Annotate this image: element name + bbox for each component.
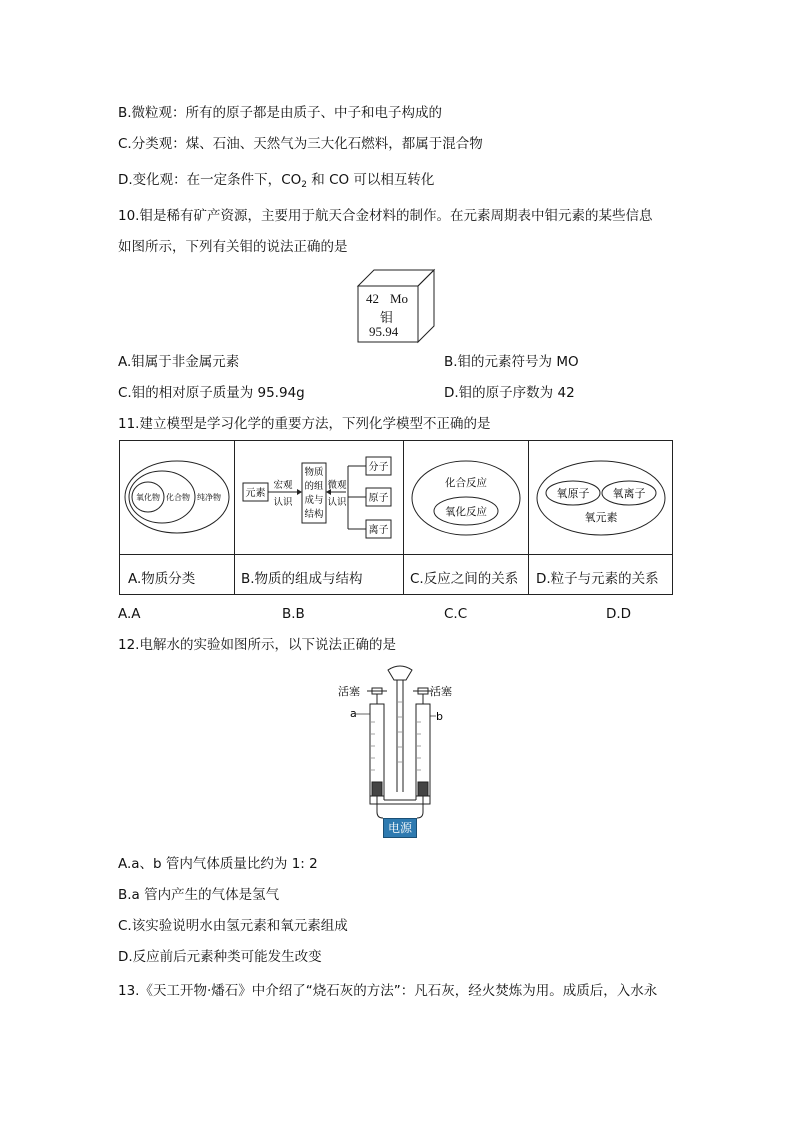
label-macro: 宏观 [273, 480, 293, 491]
q12-option-c: C.该实验说明水由氢元素和氧元素组成 [118, 918, 348, 934]
label-tube-a: a [350, 707, 357, 720]
q10-option-d: D.钼的原子序数为 42 [444, 385, 575, 401]
box-atom: 原子 [368, 493, 389, 504]
model-table [119, 440, 673, 595]
center-line3: 成与 [304, 495, 324, 506]
q10-stem-line2: 如图所示，下列有关钼的说法正确的是 [118, 239, 348, 255]
box-element: 元素 [245, 488, 266, 499]
q10-option-b: B.钼的元素符号为 MO [444, 354, 579, 370]
label-oxygen-element: 氧元素 [584, 511, 618, 524]
caption-c: C.反应之间的关系 [410, 571, 519, 587]
caption-b: B.物质的组成与结构 [241, 571, 363, 587]
classification-diagram [120, 441, 234, 554]
atomic-mass: 95.94 [369, 324, 399, 339]
element-card-molybdenum [354, 266, 436, 344]
center-line4: 结构 [304, 509, 324, 520]
particle-element-diagram [529, 441, 673, 554]
reaction-relationship-diagram [404, 441, 528, 554]
element-symbol: Mo [390, 291, 409, 306]
center-line1: 物质 [304, 467, 324, 478]
label-micro: 微观 [327, 480, 347, 491]
q10-option-c: C.钼的相对原子质量为 95.94g [118, 385, 305, 401]
q12-option-d: D.反应前后元素种类可能发生改变 [118, 949, 322, 965]
q11-choice-d: D.D [606, 606, 632, 622]
label-valve-left: 活塞 [338, 685, 360, 698]
q10-option-a: A.钼属于非金属元素 [118, 354, 240, 370]
label-valve-right: 活塞 [430, 685, 452, 698]
electrolysis-apparatus [330, 662, 470, 842]
center-line2: 的组 [304, 481, 324, 492]
label-oxide: 氧化物 [136, 493, 160, 502]
label-tube-b: b [436, 710, 443, 723]
q9-option-b: B.微粒观：所有的原子都是由质子、中子和电子构成的 [118, 105, 443, 121]
q12-option-a: A.a、b 管内气体质量比约为 1: 2 [118, 856, 318, 872]
q12-option-b: B.a 管内产生的气体是氢气 [118, 887, 280, 903]
q11-choice-b: B.B [282, 606, 305, 622]
q13-stem: 13.《天工开物·燔石》中介绍了“烧石灰的方法”：凡石灰，经火焚炼为用。成质后，入水永 [118, 983, 658, 999]
co2-formula: $CO_2$ [281, 172, 307, 190]
q9-option-d: D.变化观：在一定条件下，$CO_2$ 和 CO 可以相互转化 [118, 172, 435, 190]
q12-stem: 12.电解水的实验如图所示，以下说法正确的是 [118, 637, 396, 653]
caption-a: A.物质分类 [128, 571, 196, 587]
element-name: 钼 [380, 310, 394, 325]
caption-d: D.粒子与元素的关系 [536, 571, 659, 587]
q11-choice-c: C.C [444, 606, 468, 622]
label-pure-substance: 纯净物 [197, 493, 221, 502]
label-oxygen-ion: 氧离子 [612, 487, 646, 500]
label-macro-recognize: 认识 [273, 497, 293, 508]
composition-structure-diagram [235, 441, 403, 554]
power-source-label: 电源 [383, 818, 417, 838]
label-oxygen-atom: 氧原子 [556, 487, 590, 500]
label-oxidation-reaction: 氧化反应 [445, 506, 487, 518]
label-micro-recognize: 认识 [327, 497, 347, 508]
box-ion: 离子 [368, 525, 389, 536]
q11-stem: 11.建立模型是学习化学的重要方法，下列化学模型不正确的是 [118, 416, 491, 432]
label-compound: 化合物 [166, 493, 190, 502]
label-combination-reaction: 化合反应 [445, 477, 487, 489]
atomic-number: 42 [366, 291, 379, 306]
box-molecule: 分子 [368, 462, 389, 473]
q9-option-c: C.分类观：煤、石油、天然气为三大化石燃料，都属于混合物 [118, 136, 483, 152]
q10-stem-line1: 10.钼是稀有矿产资源，主要用于航天合金材料的制作。在元素周期表中钼元素的某些信息 [118, 208, 653, 224]
q11-choice-a: A.A [118, 606, 141, 622]
